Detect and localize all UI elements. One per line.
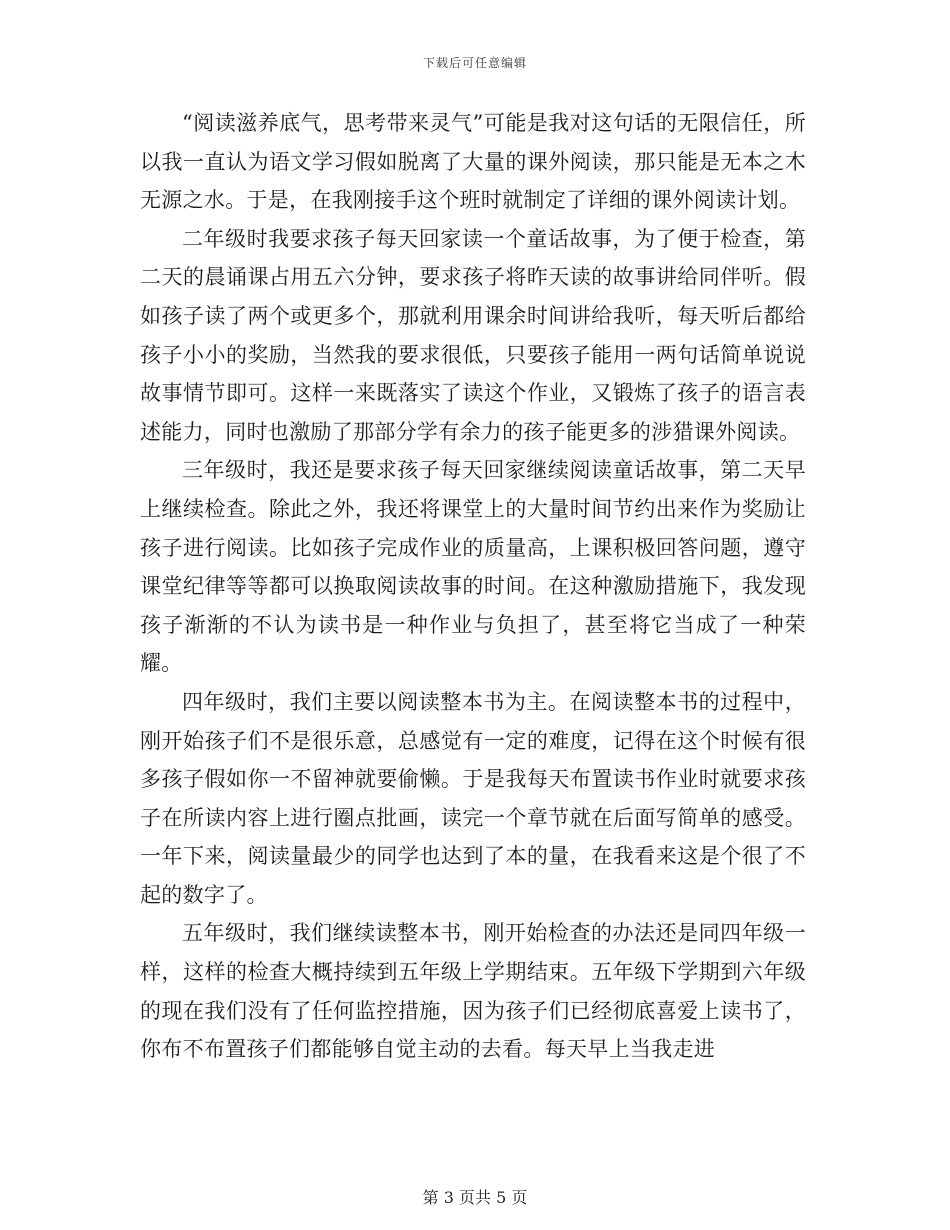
page-number: 第 3 页共 5 页 bbox=[422, 1188, 528, 1207]
paragraph-reading-belief: “阅读滋养底气，思考带来灵气”可能是我对这句话的无限信任，所以我一直认为语文学习假如脱离了大量的课外阅读，那只能是无本之木无源之水。于是，在我刚接手这个班时就制定了详细的课外阅读计划。 bbox=[140, 111, 806, 213]
paragraph-grade-three: 三年级时，我还是要求孩子每天回家继续阅读童话故事，第二天早上继续检查。除此之外，我还将课堂上的大量时间节约出来作为奖励让孩子进行阅读。比如孩子完成作业的质量高，上课积极回答问题，遵守课堂纪律等等都可以换取阅读故事的时间。在这种激励措施下，我发现孩子渐渐的不认为读书是一种作业与负担了，甚至将它当成了一种荣耀。 bbox=[140, 458, 806, 676]
document-body bbox=[140, 104, 806, 1069]
paragraph-grade-four: 四年级时，我们主要以阅读整本书为主。在阅读整本书的过程中，刚开始孩子们不是很乐意，总感觉有一定的难度，记得在这个时候有很多孩子假如你一不留神就要偷懒。于是我每天布置读书作业时就要求孩子在所读内容上进行圈点批画，读完一个章节就在后面写简单的感受。一年下来，阅读量最少的同学也达到了本的量，在我看来这是个很了不起的数字了。 bbox=[140, 689, 806, 907]
paragraph-grade-five: 五年级时，我们继续读整本书，刚开始检查的办法还是同四年级一样，这样的检查大概持续到五年级上学期结束。五年级下学期到六年级的现在我们没有了任何监控措施，因为孩子们已经彻底喜爱上读书了，你布不布置孩子们都能够自觉主动的去看。每天早上当我走进 bbox=[140, 921, 806, 1062]
paragraph-grade-two: 二年级时我要求孩子每天回家读一个童话故事，为了便于检查，第二天的晨诵课占用五六分钟，要求孩子将昨天读的故事讲给同伴听。假如孩子读了两个或更多个，那就利用课余时间讲给我听，每天听后都给孩子小小的奖励，当然我的要求很低，只要孩子能用一两句话简单说说故事情节即可。这样一来既落实了读这个作业，又锻炼了孩子的语言表述能力，同时也激励了那部分学有余力的孩子能更多的涉猎课外阅读。 bbox=[140, 226, 806, 444]
page-header-note: 下载后可任意编辑 bbox=[422, 56, 527, 70]
